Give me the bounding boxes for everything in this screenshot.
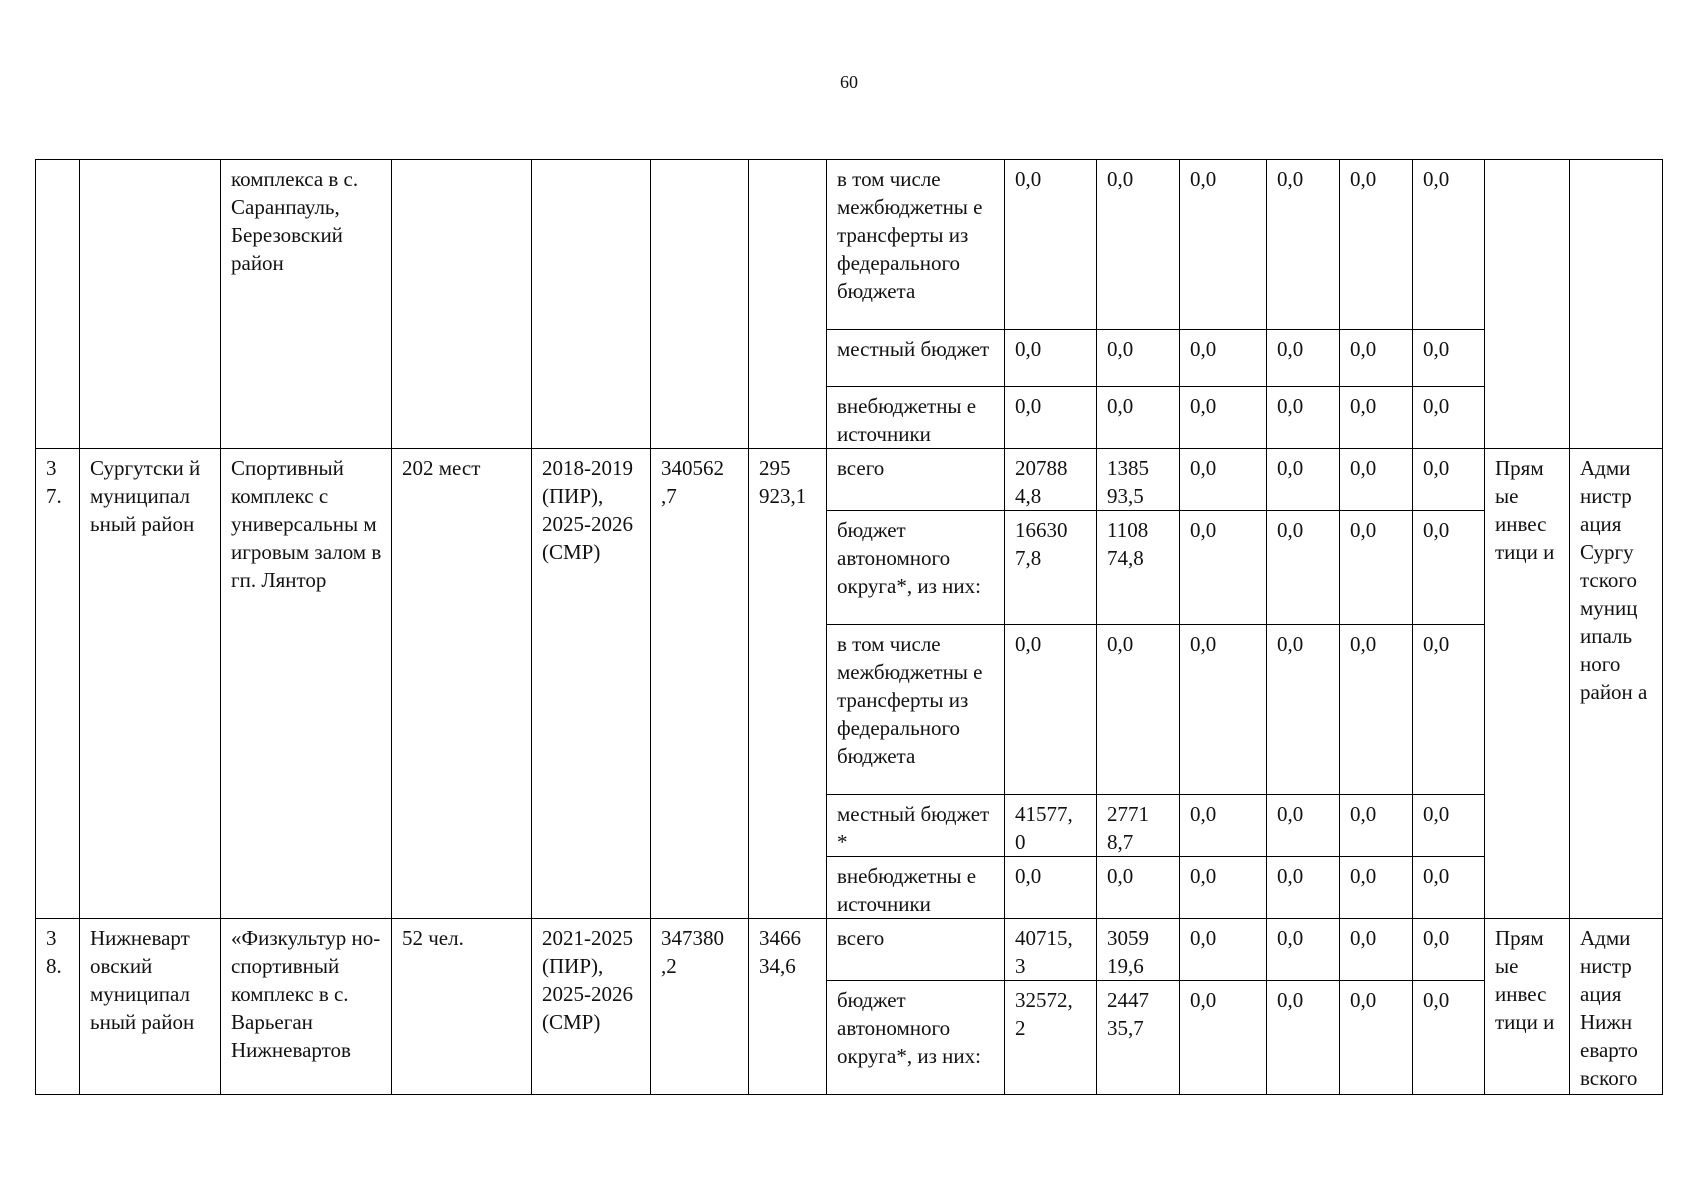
cell-v4: 0,0	[1267, 857, 1340, 919]
cell-v5: 0,0	[1340, 511, 1413, 625]
cell-mun	[80, 160, 221, 449]
cell-v2: 2771 8,7	[1097, 795, 1180, 857]
cell-v4: 0,0	[1267, 449, 1340, 511]
cell-mun: Сургутски й муниципал ьный район	[80, 449, 221, 919]
cell-mech: Прям ые инвес тици и	[1485, 919, 1570, 1095]
cell-mech: Прям ые инвес тици и	[1485, 449, 1570, 919]
cell-no	[36, 160, 80, 449]
cell-cost	[651, 160, 749, 449]
cell-obj: комплекса в с. Саранпауль, Березовский район	[221, 160, 392, 449]
cell-cost: 347380 ,2	[651, 919, 749, 1095]
cell-v6: 0,0	[1413, 449, 1485, 511]
cell-v6: 0,0	[1413, 857, 1485, 919]
cell-v2: 1385 93,5	[1097, 449, 1180, 511]
cell-src: в том числе межбюджетны е трансферты из федерального бюджета	[827, 625, 1005, 795]
cell-src: в том числе межбюджетны е трансферты из федерального бюджета	[827, 160, 1005, 330]
cell-src: внебюджетны е источники	[827, 857, 1005, 919]
cell-v2: 0,0	[1097, 625, 1180, 795]
cell-no: 3 7.	[36, 449, 80, 919]
cell-v1: 41577, 0	[1005, 795, 1097, 857]
budget-table	[35, 159, 1663, 1095]
cell-v4: 0,0	[1267, 625, 1340, 795]
cell-rest: 295 923,1	[749, 449, 827, 919]
cell-no: 3 8.	[36, 919, 80, 1095]
cell-resp: Адми нистр ация Сургу тского муниц ипаль ного район а	[1570, 449, 1663, 919]
cell-v2: 0,0	[1097, 857, 1180, 919]
cell-v6: 0,0	[1413, 330, 1485, 387]
cell-v1: 0,0	[1005, 330, 1097, 387]
cell-src: местный бюджет	[827, 330, 1005, 387]
cell-v3: 0,0	[1180, 330, 1267, 387]
cell-v2: 0,0	[1097, 160, 1180, 330]
cell-obj: Спортивный комплекс с универсальны м игровым залом в гп. Лянтор	[221, 449, 392, 919]
cell-v3: 0,0	[1180, 511, 1267, 625]
table-row	[36, 919, 1663, 981]
cell-v5: 0,0	[1340, 387, 1413, 449]
cell-cost: 340562 ,7	[651, 449, 749, 919]
cell-v5: 0,0	[1340, 981, 1413, 1095]
cell-v3: 0,0	[1180, 449, 1267, 511]
cell-term	[532, 160, 651, 449]
table-row	[36, 449, 1663, 511]
cell-v1: 32572, 2	[1005, 981, 1097, 1095]
cell-rest: 3466 34,6	[749, 919, 827, 1095]
cell-v5: 0,0	[1340, 449, 1413, 511]
cell-src: бюджет автономного округа*, из них:	[827, 981, 1005, 1095]
cell-v5: 0,0	[1340, 160, 1413, 330]
cell-term: 2021-2025 (ПИР), 2025-2026 (СМР)	[532, 919, 651, 1095]
cell-resp: Адми нистр ация Нижн еварто вского	[1570, 919, 1663, 1095]
cell-v2: 3059 19,6	[1097, 919, 1180, 981]
cell-v5: 0,0	[1340, 625, 1413, 795]
cell-v5: 0,0	[1340, 330, 1413, 387]
cell-src: всего	[827, 919, 1005, 981]
cell-src: внебюджетны е источники	[827, 387, 1005, 449]
cell-v2: 0,0	[1097, 330, 1180, 387]
cell-v3: 0,0	[1180, 795, 1267, 857]
cell-cap: 202 мест	[392, 449, 532, 919]
cell-v1: 0,0	[1005, 625, 1097, 795]
cell-v1: 0,0	[1005, 160, 1097, 330]
cell-v4: 0,0	[1267, 919, 1340, 981]
cell-v3: 0,0	[1180, 160, 1267, 330]
cell-v3: 0,0	[1180, 625, 1267, 795]
cell-v5: 0,0	[1340, 857, 1413, 919]
cell-v1: 0,0	[1005, 387, 1097, 449]
cell-src: бюджет автономного округа*, из них:	[827, 511, 1005, 625]
cell-v6: 0,0	[1413, 625, 1485, 795]
cell-v4: 0,0	[1267, 160, 1340, 330]
cell-v4: 0,0	[1267, 330, 1340, 387]
cell-v6: 0,0	[1413, 160, 1485, 330]
cell-src: местный бюджет *	[827, 795, 1005, 857]
cell-cap	[392, 160, 532, 449]
cell-rest	[749, 160, 827, 449]
cell-v3: 0,0	[1180, 857, 1267, 919]
cell-v6: 0,0	[1413, 981, 1485, 1095]
cell-v1: 16630 7,8	[1005, 511, 1097, 625]
table-row	[36, 160, 1663, 330]
cell-mun: Нижневарт овский муниципал ьный район	[80, 919, 221, 1095]
cell-v2: 2447 35,7	[1097, 981, 1180, 1095]
cell-cap: 52 чел.	[392, 919, 532, 1095]
cell-v4: 0,0	[1267, 795, 1340, 857]
cell-v6: 0,0	[1413, 387, 1485, 449]
cell-term: 2018-2019 (ПИР), 2025-2026 (СМР)	[532, 449, 651, 919]
cell-v4: 0,0	[1267, 387, 1340, 449]
cell-v2: 1108 74,8	[1097, 511, 1180, 625]
cell-v4: 0,0	[1267, 981, 1340, 1095]
page-number: 60	[840, 72, 858, 92]
cell-v2: 0,0	[1097, 387, 1180, 449]
cell-src: всего	[827, 449, 1005, 511]
cell-v6: 0,0	[1413, 919, 1485, 981]
cell-obj: «Физкультур но-спортивный комплекс в с. Варьеган Нижневартов	[221, 919, 392, 1095]
cell-v6: 0,0	[1413, 511, 1485, 625]
cell-v3: 0,0	[1180, 919, 1267, 981]
cell-resp	[1570, 160, 1663, 449]
cell-v1: 40715, 3	[1005, 919, 1097, 981]
cell-v5: 0,0	[1340, 919, 1413, 981]
cell-v5: 0,0	[1340, 795, 1413, 857]
cell-v4: 0,0	[1267, 511, 1340, 625]
cell-v6: 0,0	[1413, 795, 1485, 857]
cell-mech	[1485, 160, 1570, 449]
cell-v1: 0,0	[1005, 857, 1097, 919]
cell-v3: 0,0	[1180, 981, 1267, 1095]
cell-v3: 0,0	[1180, 387, 1267, 449]
cell-v1: 20788 4,8	[1005, 449, 1097, 511]
